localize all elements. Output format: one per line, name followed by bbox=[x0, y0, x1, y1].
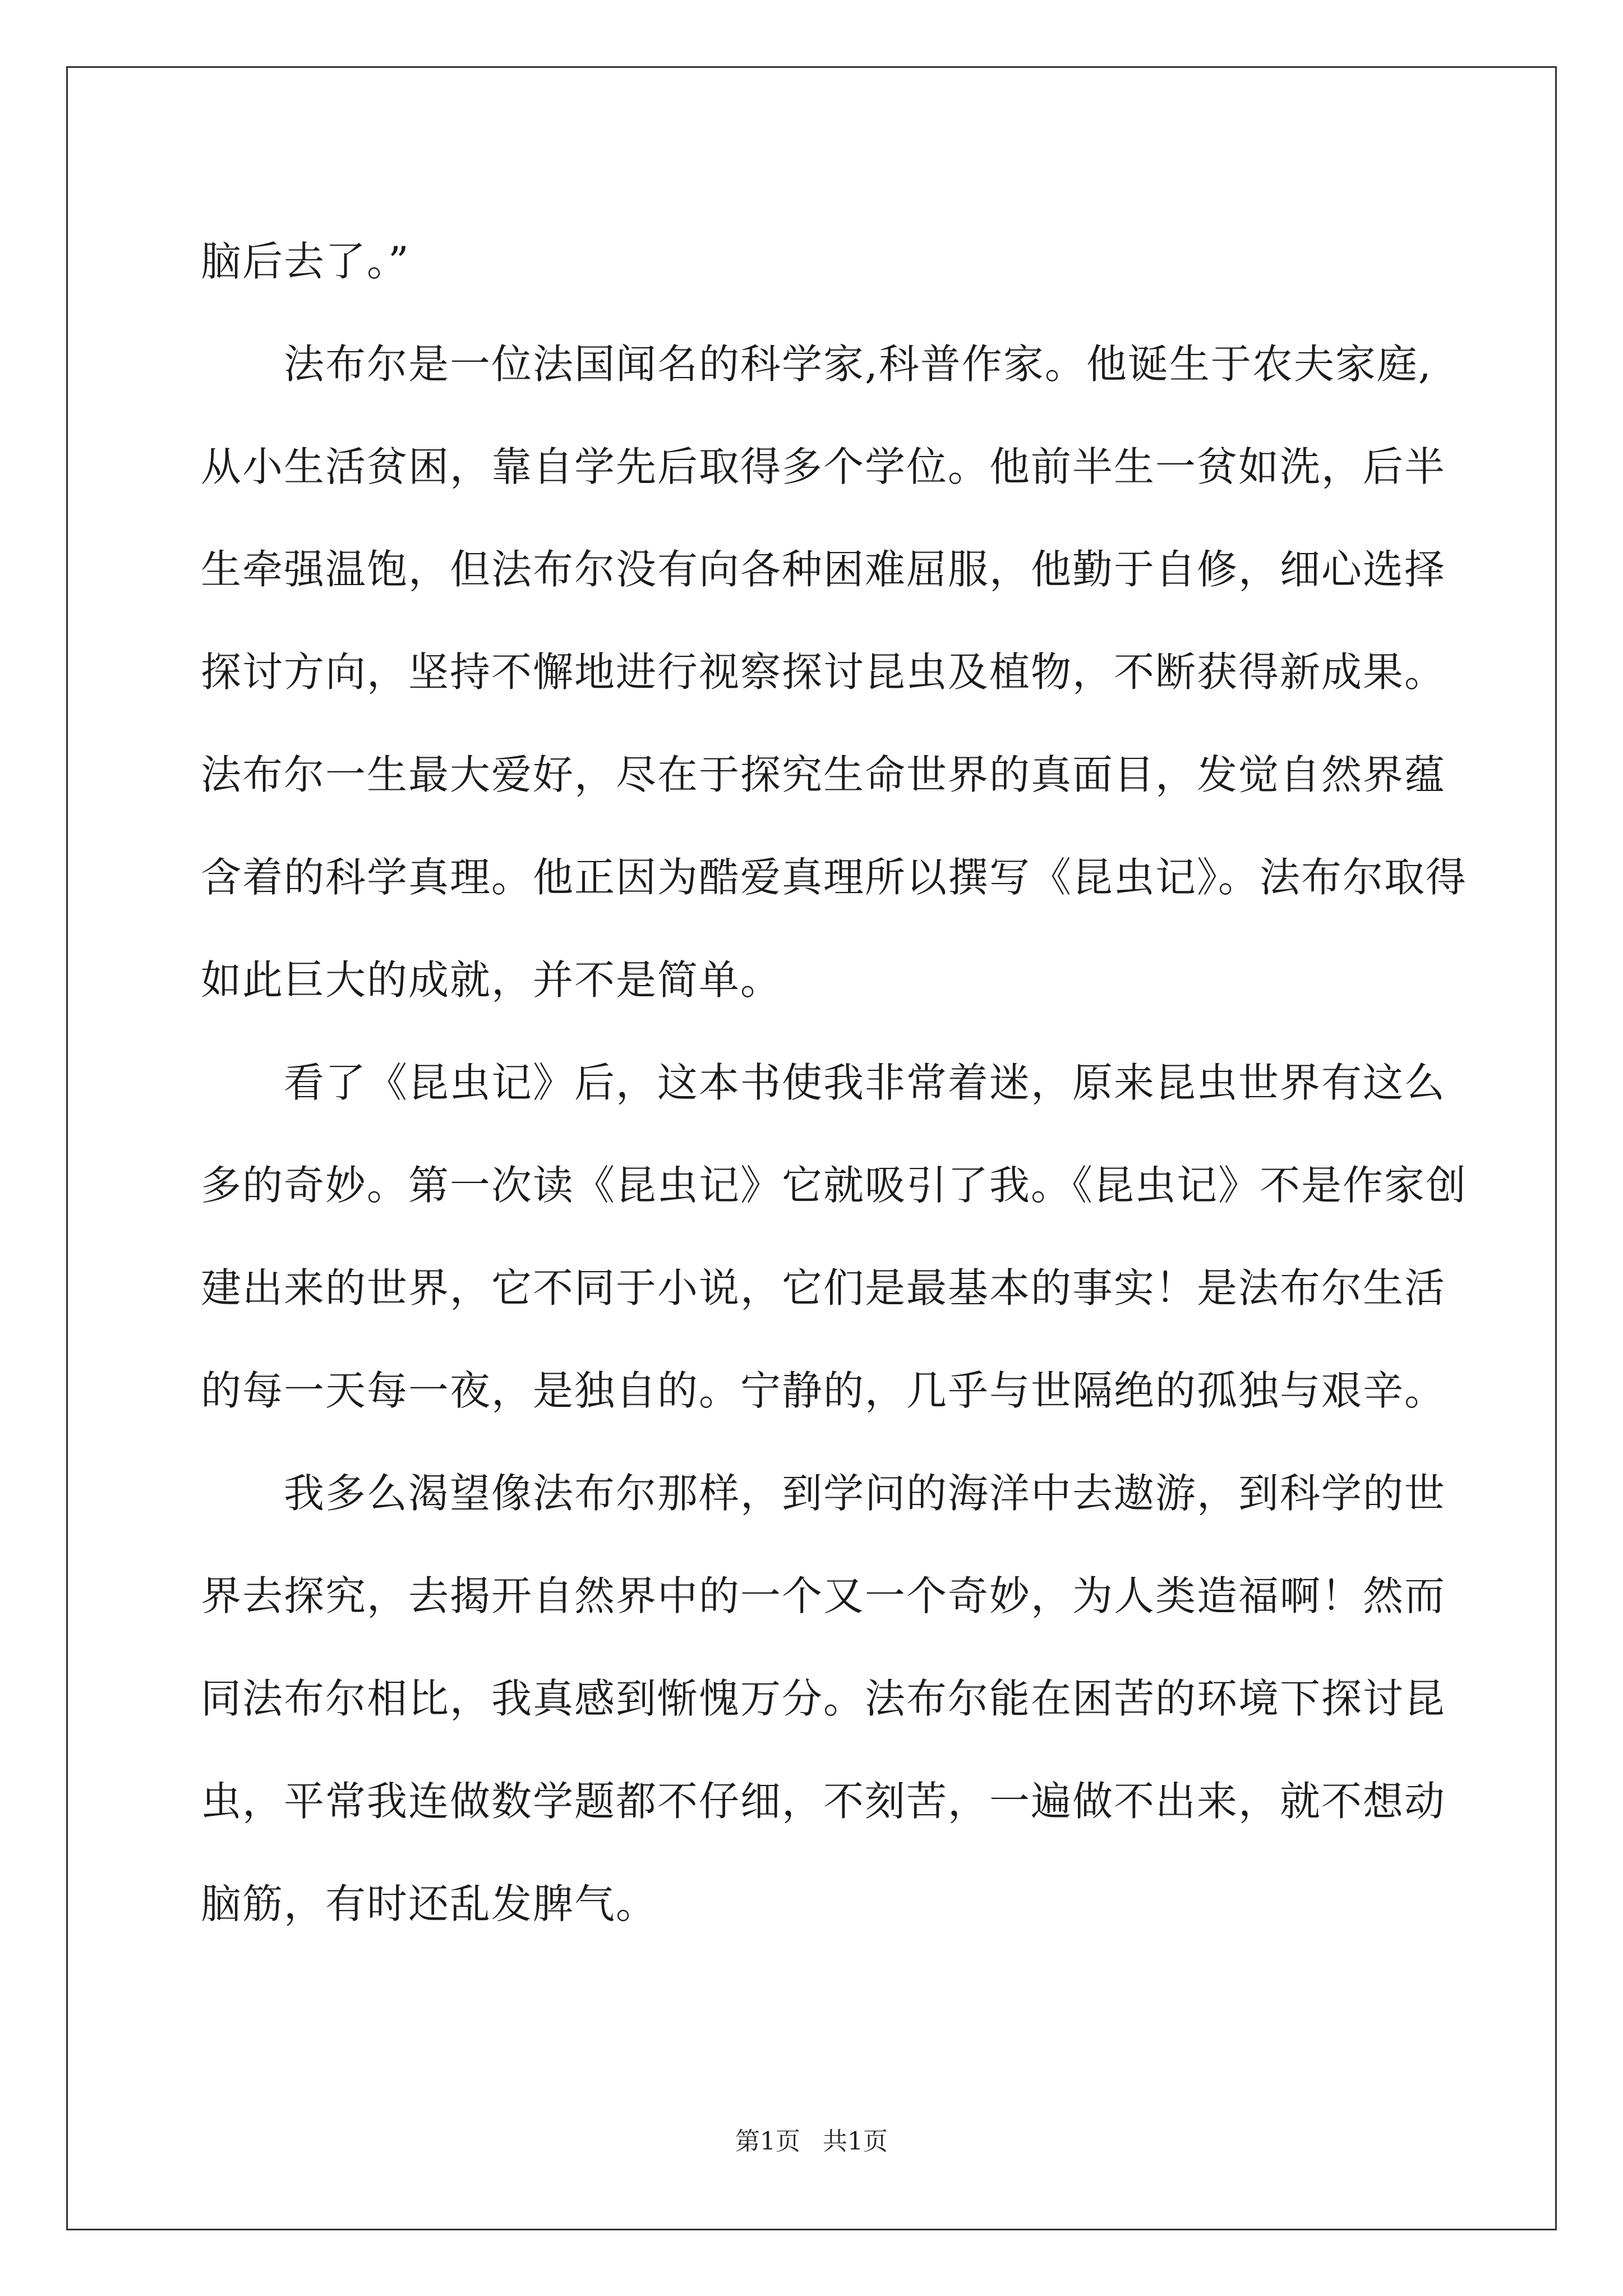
text-line: 看了《昆虫记》后，这本书使我非常着迷，原来昆虫世界有这么 bbox=[284, 1059, 1446, 1106]
text-line: 如此巨大的成就，并不是简单。 bbox=[201, 956, 782, 1004]
text-line: 建出来的世界，它不同于小说，它们是最基本的事实！是法布尔生活 bbox=[201, 1264, 1446, 1312]
text-line: 虫，平常我连做数学题都不仔细，不刻苦，一遍做不出来，就不想动 bbox=[201, 1778, 1446, 1825]
text-line: 含着的科学真理。他正因为酷爱真理所以撰写《昆虫记》。法布尔取得 bbox=[201, 854, 1468, 901]
text-line: 法布尔是一位法国闻名的科学家,科普作家。他诞生于农夫家庭, bbox=[284, 341, 1432, 388]
text-line: 法布尔一生最大爱好，尽在于探究生命世界的真面目，发觉自然界蕴 bbox=[201, 751, 1446, 798]
text-line: 界去探究，去揭开自然界中的一个又一个奇妙，为人类造福啊！然而 bbox=[201, 1572, 1446, 1619]
text-line: 生牵强温饱，但法布尔没有向各种困难屈服，他勤于自修，细心选择 bbox=[201, 546, 1446, 593]
text-line: 脑筋，有时还乱发脾气。 bbox=[201, 1880, 658, 1927]
text-line: 的每一天每一夜，是独自的。宁静的，几乎与世隔绝的孤独与艰辛。 bbox=[201, 1367, 1446, 1414]
page-footer bbox=[0, 2125, 1623, 2159]
document-body bbox=[201, 210, 1468, 1955]
text-line: 同法布尔相比，我真感到惭愧万分。法布尔能在困苦的环境下探讨昆 bbox=[201, 1675, 1446, 1722]
text-line: 多的奇妙。第一次读《昆虫记》它就吸引了我。《昆虫记》不是作家创 bbox=[201, 1162, 1468, 1209]
text-line: 从小生活贫困，靠自学先后取得多个学位。他前半生一贫如洗，后半 bbox=[201, 443, 1446, 490]
page-number-total: 共1页 bbox=[823, 2127, 888, 2156]
text-line: 我多么渴望像法布尔那样，到学问的海洋中去遨游，到科学的世 bbox=[284, 1470, 1446, 1517]
page-number-current: 第1页 bbox=[735, 2127, 800, 2156]
text-line: 脑后去了。” bbox=[201, 238, 410, 285]
text-line: 探讨方向，坚持不懈地进行视察探讨昆虫及植物，不断获得新成果。 bbox=[201, 648, 1446, 696]
